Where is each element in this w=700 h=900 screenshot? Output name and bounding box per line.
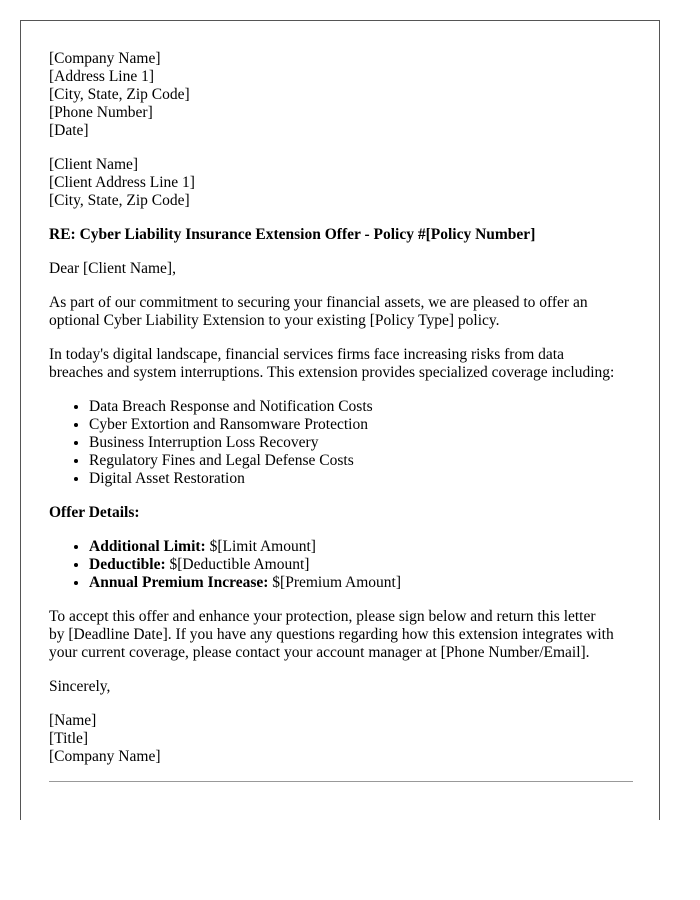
sender-city-state-zip: [City, State, Zip Code] — [49, 86, 190, 103]
risk-paragraph-line: breaches and system interruptions. This extension provides specialized coverage including: — [49, 364, 615, 381]
offer-detail-label: Additional Limit: — [89, 538, 206, 555]
intro-paragraph — [49, 294, 639, 330]
sender-company-name: [Company Name] — [49, 50, 161, 67]
closing-paragraph-line: To accept this offer and enhance your protection, please sign below and return this letter — [49, 608, 596, 625]
coverage-list-item: • Cyber Extortion and Ransomware Protection — [89, 416, 639, 434]
offer-details-heading: Offer Details: — [49, 504, 140, 521]
recipient-address-line-1: [Client Address Line 1] — [49, 174, 195, 191]
signature-name: [Name] — [49, 712, 97, 729]
letter-content — [49, 50, 639, 766]
coverage-list-item: • Business Interruption Loss Recovery — [89, 434, 639, 452]
coverage-list-item: • Digital Asset Restoration — [89, 470, 639, 488]
closing-paragraph — [49, 608, 639, 662]
letter-page — [20, 20, 660, 820]
recipient-city-state-zip: [City, State, Zip Code] — [49, 192, 190, 209]
coverage-list-item: • Regulatory Fines and Legal Defense Costs — [89, 452, 639, 470]
offer-detail-value: $[Limit Amount] — [205, 538, 316, 555]
risk-paragraph-line: In today's digital landscape, financial services firms face increasing risks from data — [49, 346, 564, 363]
intro-paragraph-line: As part of our commitment to securing your financial assets, we are pleased to offer an — [49, 294, 588, 311]
sender-block — [49, 50, 639, 140]
letter-date: [Date] — [49, 122, 89, 139]
recipient-block — [49, 156, 639, 210]
sender-phone-number: [Phone Number] — [49, 104, 153, 121]
footer-divider — [49, 781, 633, 782]
subject-line: RE: Cyber Liability Insurance Extension Offer - Policy #[Policy Number] — [49, 226, 536, 243]
offer-detail-value: $[Premium Amount] — [268, 574, 402, 591]
closing-paragraph-line: by [Deadline Date]. If you have any questions regarding how this extension integrates with — [49, 626, 614, 643]
sender-address-line-1: [Address Line 1] — [49, 68, 155, 85]
signature-company-name: [Company Name] — [49, 748, 161, 765]
signature-block — [49, 712, 639, 766]
offer-detail-label: Annual Premium Increase: — [89, 574, 269, 591]
offer-details-list — [49, 538, 639, 592]
coverage-list — [49, 398, 639, 488]
risk-paragraph — [49, 346, 639, 382]
offer-detail-value: $[Deductible Amount] — [165, 556, 310, 573]
offer-detail-item — [89, 556, 639, 574]
offer-detail-label: Deductible: — [89, 556, 166, 573]
offer-detail-item — [89, 574, 639, 592]
salutation: Dear [Client Name], — [49, 260, 176, 277]
coverage-list-item: • Data Breach Response and Notification Costs — [89, 398, 639, 416]
signature-title: [Title] — [49, 730, 89, 747]
sign-off: Sincerely, — [49, 678, 111, 695]
recipient-client-name: [Client Name] — [49, 156, 139, 173]
offer-detail-item — [89, 538, 639, 556]
intro-paragraph-line: optional Cyber Liability Extension to your existing [Policy Type] policy. — [49, 312, 500, 329]
closing-paragraph-line: your current coverage, please contact your account manager at [Phone Number/Email]. — [49, 644, 590, 661]
